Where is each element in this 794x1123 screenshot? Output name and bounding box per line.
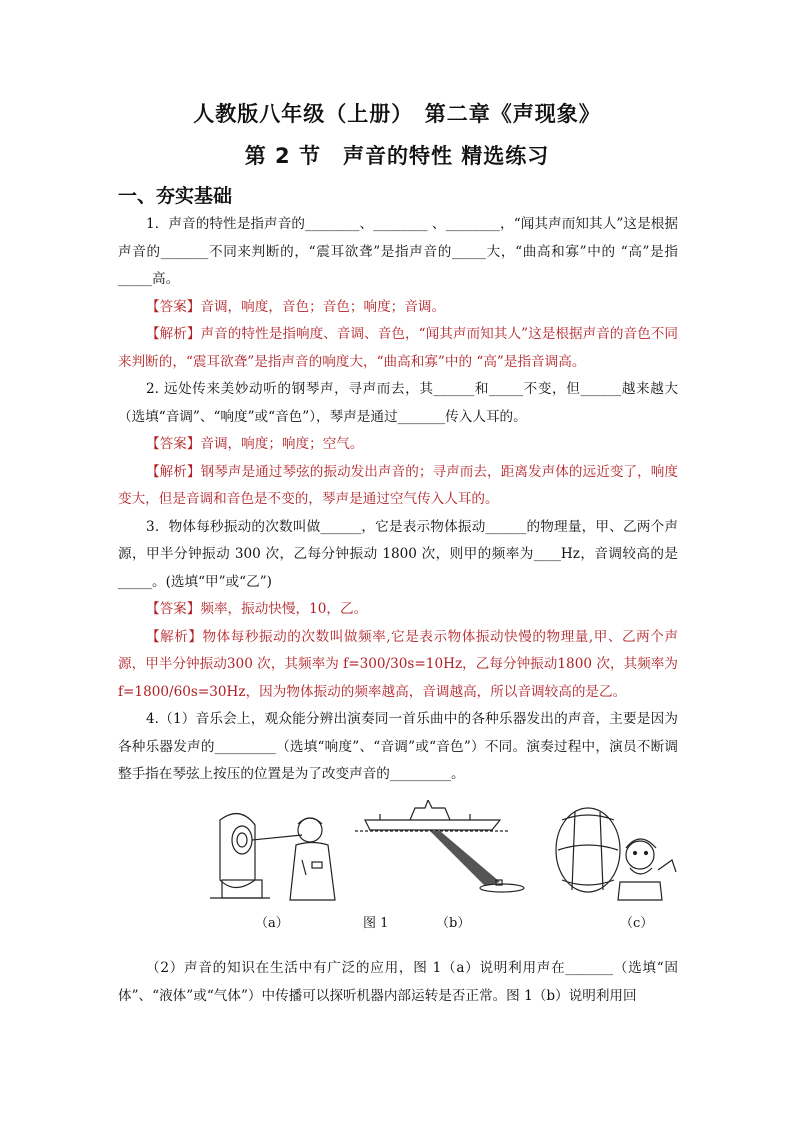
question-4-part-2: （2）声音的知识在生活中有广泛的应用，图 1（a）说明利用声在_______（选填“固体”、“液体”或“气体”）中传播可以探听机器内部运转是否正常。图 1（b）说明利用回	[118, 960, 678, 1004]
caption-figure: 图 1	[363, 916, 389, 931]
analysis-3: 【解析】物体每秒振动的次数叫做频率,它是表示物体振动快慢的物理量,甲、乙两个声源，甲半分钟振动300 次，其频率为 f=300/30s=10Hz，乙每分钟振动1800 次，其频率为 f=1800/60s=30Hz，因为物体振动的频率越高，音调越高，所以音调较高的是乙。	[118, 628, 678, 700]
question-2: 2. 远处传来美妙动听的钢琴声，寻声而去，其______和_____不变，但______越来越大（选填“音调”、“响度”或“音色”），琴声是通过_______传入人耳的。	[118, 381, 678, 425]
caption-b: （b）	[436, 916, 471, 931]
question-4-part-2-block	[118, 955, 678, 1010]
answer-1: 【答案】音调，响度，音色；音色；响度；音调。	[146, 298, 446, 315]
machine-listening-illustration	[210, 814, 335, 900]
document-title: 人教版八年级（上册） 第二章《声现象》	[193, 102, 601, 126]
question-4: 4.（1）音乐会上，观众能分辨出演奏同一首乐曲中的各种乐器发出的声音，主要是因为各种乐器发声的_________（选填“响度”、“音调”或“音色”）不同。演奏过程中，演员不断调整手指在琴弦上按压的位置是为了改变声音的_________。	[118, 711, 678, 782]
figure-1	[210, 800, 680, 940]
caption-a: （a）	[255, 916, 289, 931]
document-subtitle: 第 2 节 声音的特性 精选练习	[244, 144, 550, 168]
question-3: 3．物体每秒振动的次数叫做______，它是表示物体振动______的物理量，甲、乙两个声源，甲半分钟振动 300 次，乙每分钟振动 1800 次，则甲的频率为____Hz，音调较高的是_____。(选填“甲”或“乙”)	[118, 518, 678, 590]
analysis-1: 【解析】声音的特性是指响度、音调、音色，“闻其声而知其人”这是根据声音的音色不同来判断的，“震耳欲聋”是指声音的响度大，“曲高和寡”中的 “高”是指音调高。	[118, 326, 678, 370]
question-1: 1．声音的特性是指声音的________、________ 、________，“闻其声而知其人”这是根据声音的_______不同来判断的，“震耳欲聋”是指声音的_____大，“曲高和寡”中的 “高”是指_____高。	[118, 216, 678, 287]
sonar-illustration	[355, 800, 524, 892]
figure-illustrations	[210, 800, 680, 910]
analysis-2: 【解析】钢琴声是通过琴弦的振动发出声音的；寻声而去，距离发声体的远近变了，响度变大，但是音调和音色是不变的，琴声是通过空气传入人耳的。	[118, 463, 678, 507]
barrel-listening-illustration	[556, 808, 676, 900]
section-heading: 一、夯实基础	[118, 185, 233, 207]
exercise-list	[118, 211, 678, 789]
answer-3: 【答案】频率，振动快慢，10，乙。	[146, 601, 368, 617]
answer-2: 【答案】音调，响度；响度；空气。	[146, 436, 364, 452]
caption-c: （c）	[620, 916, 654, 931]
